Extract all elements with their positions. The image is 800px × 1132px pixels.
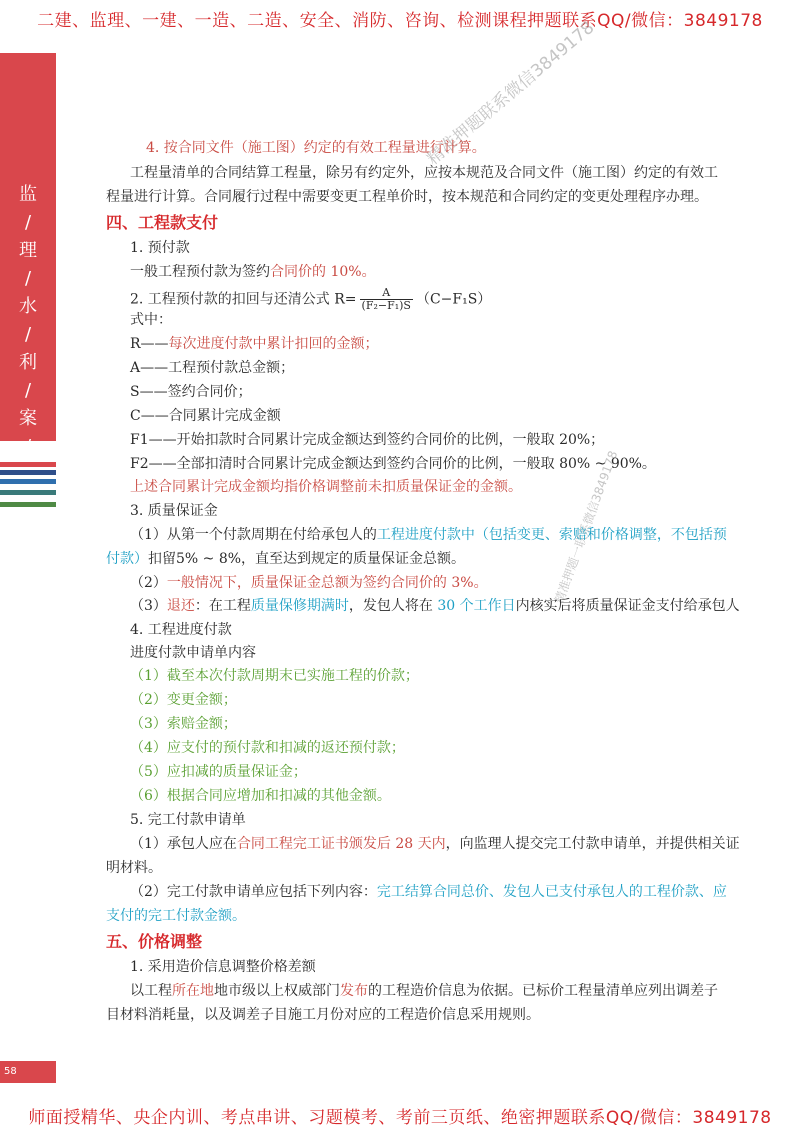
sidebar-glyph: 案	[19, 408, 37, 429]
text-line: 4. 按合同文件（施工图）约定的有效工程量进行计算。	[146, 140, 486, 156]
text-line: （1）承包人应在合同工程完工证书颁发后 28 天内，向监理人提交完工付款申请单，并提供相关证	[130, 836, 740, 852]
text-line: （1）从第一个付款周期在付给承包人的工程进度付款中（包括变更、索赔和价格调整，不包括预	[130, 527, 727, 543]
section-heading: 四、工程款支付	[106, 213, 219, 232]
text-line: 1. 采用造价信息调整价格差额	[130, 959, 316, 975]
sidebar-glyph: /	[24, 268, 32, 289]
list-item: （5）应扣减的质量保证金；	[130, 764, 307, 780]
text-line: 上述合同累计完成金额均指价格调整前未扣质量保证金的金额。	[130, 479, 522, 495]
watermark-2: 精准押题一联系微信3849178	[551, 448, 621, 606]
sidebar-glyph: /	[24, 324, 32, 345]
text-line: 目材料消耗量，以及调差子目施工月份对应的工程造价信息采用规则。	[106, 1007, 540, 1023]
list-item: （2）变更金额；	[130, 692, 237, 708]
sidebar-glyph: /	[24, 212, 32, 233]
sidebar-title	[0, 181, 56, 489]
text-line: 3. 质量保证金	[130, 503, 218, 519]
watermark-1: 精准押题联系微信3849178	[423, 17, 599, 170]
text-line: 程量进行计算。合同履行过程中需要变更工程单价时，按本规范和合同约定的变更处理程序办理。	[106, 189, 708, 205]
text-line: （2）完工付款申请单应包括下列内容：完工结算合同总价、发包人已支付承包人的工程价款、应	[130, 884, 727, 900]
text-line: C——合同累计完成金额	[130, 408, 281, 424]
stripe-green	[0, 502, 56, 507]
stripe-teal	[0, 490, 56, 495]
list-item: （1）截至本次付款周期末已实施工程的价款；	[130, 668, 419, 684]
text-line: （2）一般情况下，质量保证金总额为签约合同价的 3%。	[130, 575, 488, 591]
formula-line: 2. 工程预付款的扣回与还清公式 R= $\frac{A}{\text{(F₂−F₁)S}}$ （C−F₁S）	[130, 286, 492, 312]
text-line: S——签约合同价；	[130, 384, 252, 400]
text-line: 5. 完工付款申请单	[130, 812, 246, 828]
text-line: R——每次进度付款中累计扣回的金额；	[130, 336, 379, 352]
text-line: A——工程预付款总金额；	[130, 360, 295, 376]
text-line: 以工程所在地地市级以上权威部门发布的工程造价信息为依据。已标价工程量清单应列出调差子	[130, 983, 718, 999]
text-line: 式中：	[130, 312, 172, 328]
sidebar-glyph: /	[24, 436, 32, 457]
section-heading: 五、价格调整	[106, 932, 203, 951]
text-line: 支付的完工付款金额。	[106, 908, 246, 924]
text-line: 付款）扣留5% ~ 8%，直至达到规定的质量保证金总额。	[106, 551, 466, 567]
text-line: 进度付款申请单内容	[130, 645, 256, 661]
page-number: 58	[0, 1061, 56, 1083]
stripe-navy	[0, 470, 56, 475]
sidebar-glyph: /	[24, 380, 32, 401]
text-line: 4. 工程进度付款	[130, 622, 232, 638]
top-banner: 二建、监理、一建、一造、二造、安全、消防、咨询、检测课程押题联系QQ/微信：3849178	[37, 11, 763, 31]
stripe-blue	[0, 479, 56, 484]
sidebar-glyph: 水	[19, 296, 37, 317]
text-line: 1. 预付款	[130, 240, 190, 256]
list-item: （4）应支付的预付款和扣减的返还预付款；	[130, 740, 405, 756]
text-line: F1——开始扣款时合同累计完成金额达到签约合同价的比例，一般取 20%；	[130, 432, 605, 448]
list-item: （6）根据合同应增加和扣减的其他金额。	[130, 788, 391, 804]
text-line: （3）退还：在工程质量保修期满时，发包人将在 30 个工作日内核实后将质量保证金支付给承包人	[130, 598, 740, 614]
sidebar-glyph: 监	[19, 184, 37, 205]
sidebar	[0, 53, 56, 457]
text-line: 明材料。	[106, 860, 162, 876]
sidebar-glyph: 理	[19, 240, 37, 261]
stripe-red	[0, 462, 56, 467]
text-line: 一般工程预付款为签约合同价的 10%。	[130, 264, 376, 280]
text-line: 工程量清单的合同结算工程量，除另有约定外，应按本规范及合同文件（施工图）约定的有效工	[130, 165, 718, 181]
fraction: $\frac{A}{\text{(F₂−F₁)S}}$	[361, 286, 411, 312]
list-item: （3）索赔金额；	[130, 716, 237, 732]
bottom-banner: 师面授精华、央企内训、考点串讲、习题模考、考前三页纸、绝密押题联系QQ/微信：3849178	[28, 1108, 772, 1128]
sidebar-glyph: 利	[19, 352, 37, 373]
text-line: F2——全部扣清时合同累计完成金额达到签约合同价的比例，一般取 80% ~ 90%。	[130, 456, 656, 472]
